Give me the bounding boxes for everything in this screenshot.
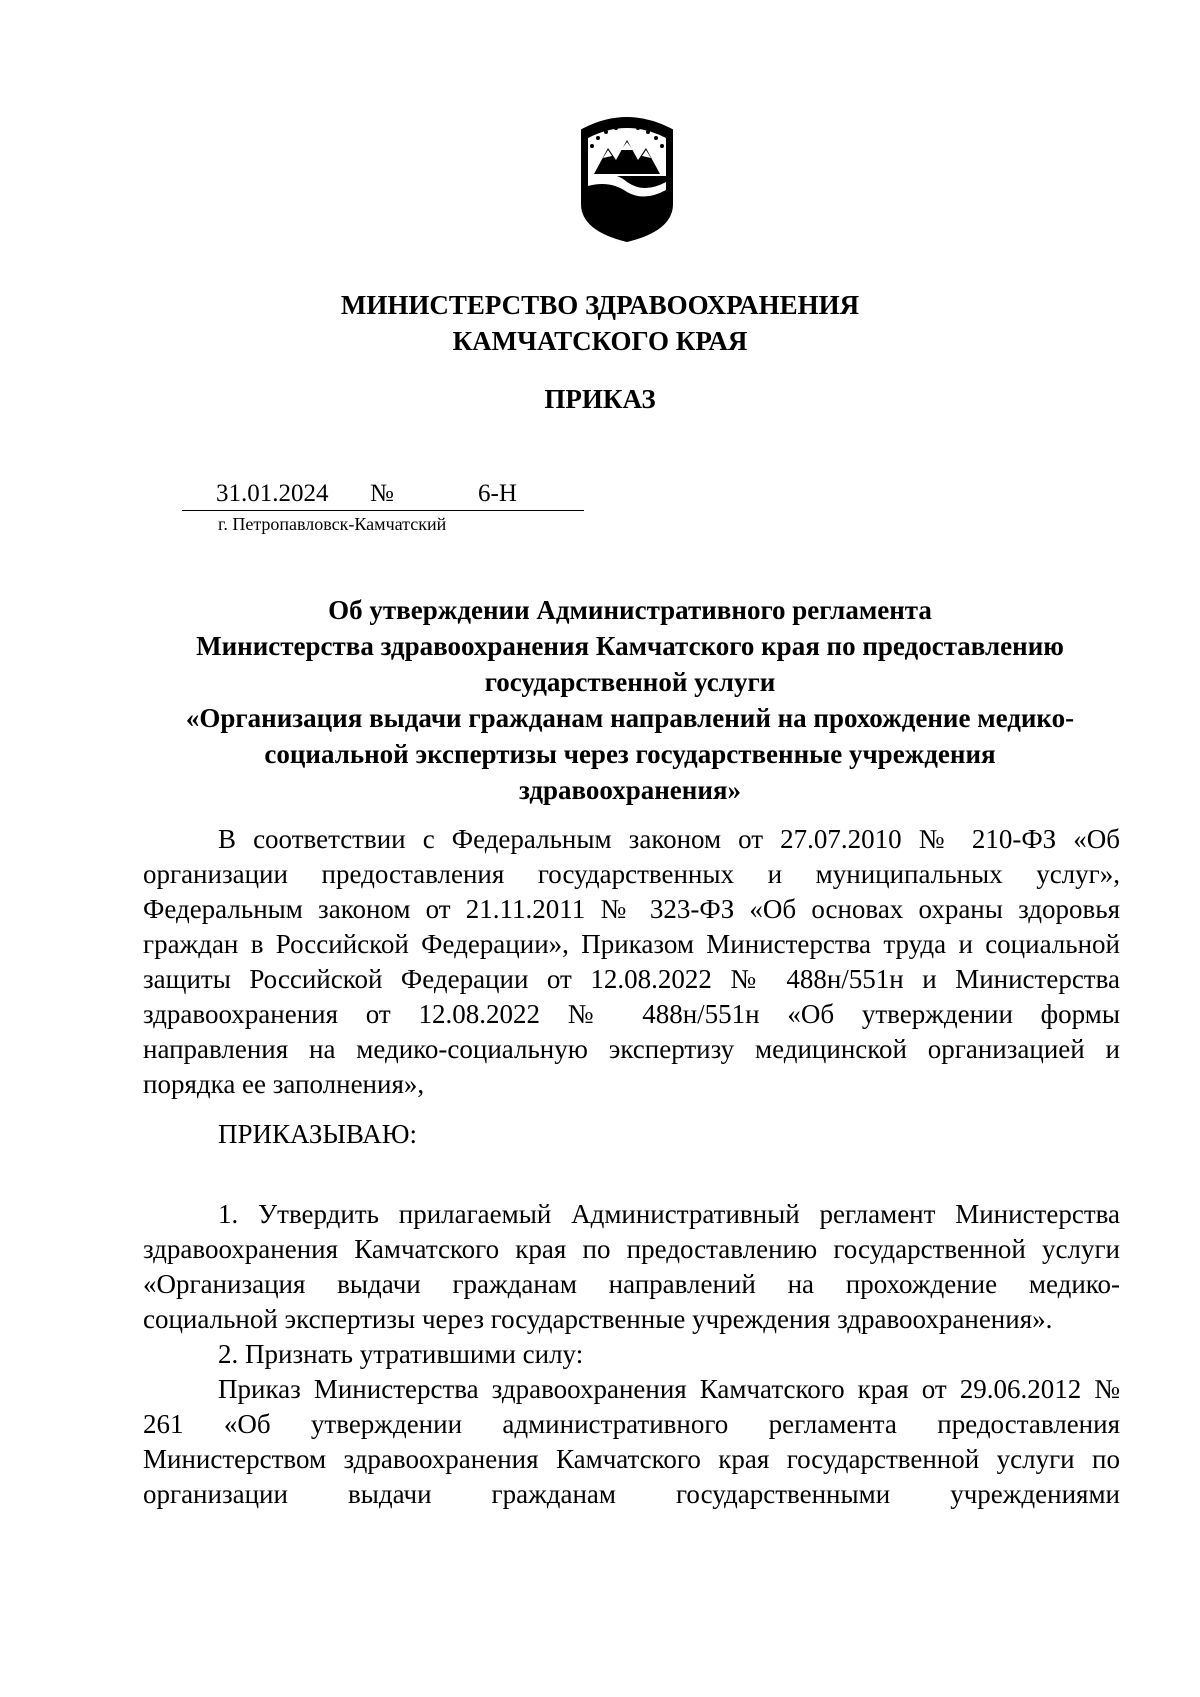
order-date-number-line	[182, 480, 584, 511]
paragraph-line: Федеральным законом от 21.11.2011 № 323-ФЗ «Об основах охраны здоровья	[143, 894, 1120, 924]
order-item-1	[143, 1197, 1120, 1337]
paragraph-line: организации предоставления государственных и муниципальных услуг»,	[143, 859, 1120, 889]
order-number: 6-Н	[478, 480, 517, 507]
preamble-paragraph	[143, 822, 1120, 1102]
ministry-name-line-1: МИНИСТЕРСТВО ЗДРАВООХРАНЕНИЯ	[340, 290, 860, 320]
title-line: Об утверждении Административного регламента	[328, 595, 932, 625]
paragraph-line: здравоохранения от 12.08.2022 № 488н/551н «Об утверждении формы	[143, 999, 1120, 1029]
title-line: социальной экспертизы через государственные учреждения	[264, 739, 996, 769]
title-line: Министерства здравоохранения Камчатского края по предоставлению	[196, 631, 1064, 661]
ministry-name	[0, 287, 1200, 359]
paragraph-line: граждан в Российской Федерации», Приказом Министерства труда и социальной	[143, 929, 1120, 959]
paragraph-line: организации выдачи гражданам государственными учреждениями	[143, 1479, 1120, 1509]
paragraph-line: Министерством здравоохранения Камчатского края государственной услуги по	[143, 1444, 1120, 1474]
paragraph-line: 2. Признать утратившими силу:	[218, 1339, 584, 1369]
order-title	[140, 592, 1120, 808]
title-line: «Организация выдачи гражданам направлений на прохождение медико-	[185, 703, 1075, 733]
paragraph-line: «Организация выдачи гражданам направлений на прохождение медико-	[143, 1269, 1120, 1299]
paragraph-line: 1. Утвердить прилагаемый Административный регламент Министерства	[218, 1199, 1120, 1229]
paragraph-line: 261 «Об утверждении административного регламента предоставления	[143, 1409, 1120, 1439]
order-item-2-text	[143, 1372, 1120, 1512]
ministry-name-line-2: КАМЧАТСКОГО КРАЯ	[452, 326, 748, 356]
paragraph-line: защиты Российской Федерации от 12.08.2022 № 488н/551н и Министерства	[143, 964, 1120, 994]
directive-word: ПРИКАЗЫВАЮ:	[218, 1119, 417, 1149]
paragraph-line: В соответствии с Федеральным законом от 27.07.2010 № 210-ФЗ «Об	[218, 824, 1120, 854]
title-line: здравоохранения»	[518, 775, 742, 805]
order-city: г. Петропавловск-Камчатский	[218, 514, 447, 534]
order-date: 31.01.2024	[216, 480, 329, 507]
paragraph-line: здравоохранения Камчатского края по предоставлению государственной услуги	[143, 1234, 1120, 1264]
paragraph-line: Приказ Министерства здравоохранения Камчатского края от 29.06.2012 №	[218, 1374, 1120, 1404]
paragraph-line: направления на медико-социальную экспертизу медицинской организацией и	[143, 1034, 1120, 1064]
kamchatka-coat-of-arms-icon	[574, 112, 680, 242]
document-type: ПРИКАЗ	[544, 384, 656, 414]
paragraph-line: порядка ее заполнения»,	[143, 1069, 425, 1099]
order-item-2	[143, 1337, 1120, 1372]
paragraph-line: социальной экспертизы через государственные учреждения здравоохранения».	[143, 1304, 1053, 1334]
title-line: государственной услуги	[484, 667, 776, 697]
order-number-sign: №	[370, 480, 394, 507]
